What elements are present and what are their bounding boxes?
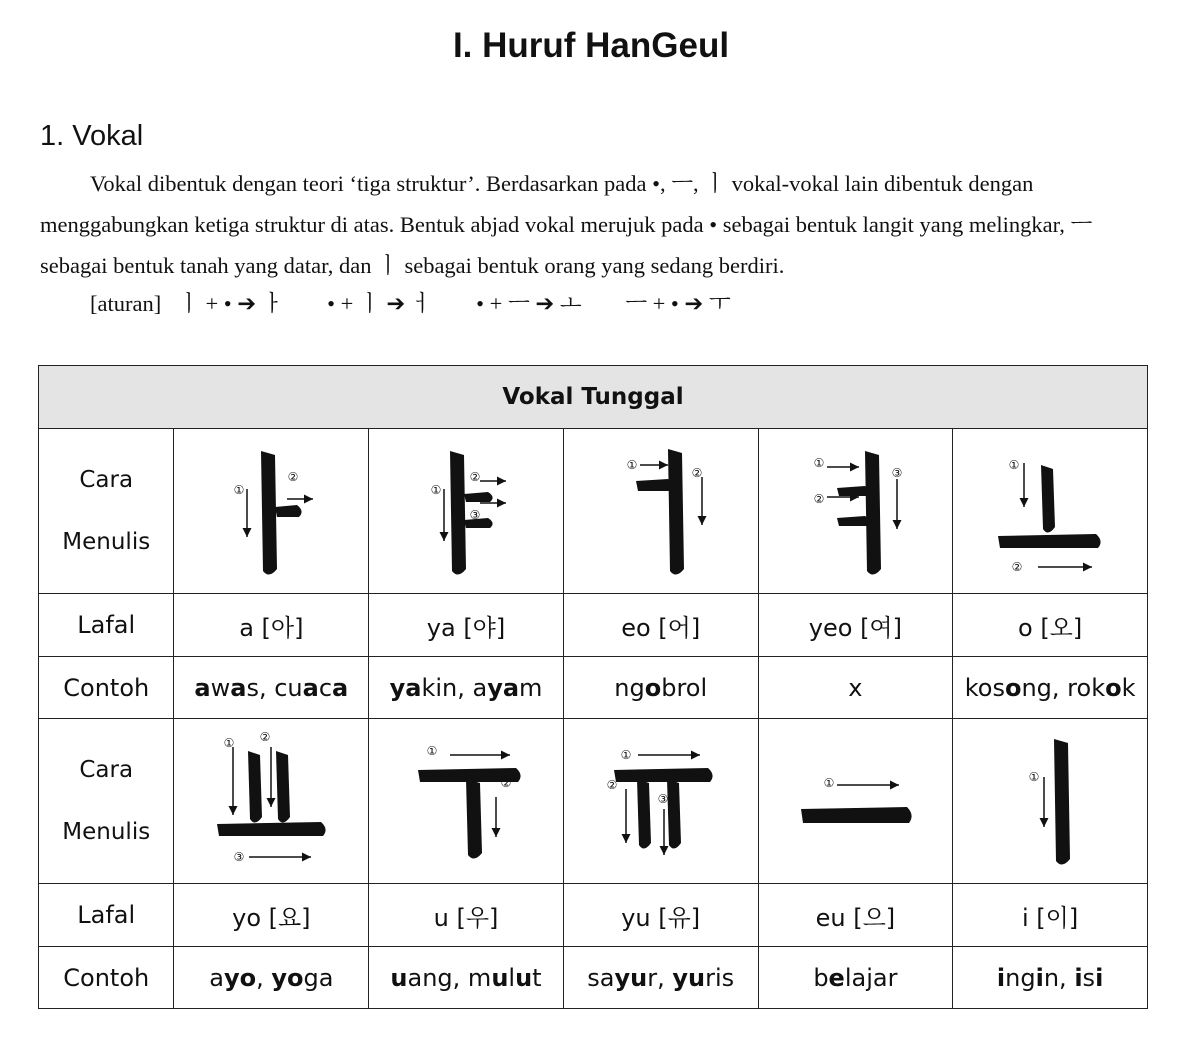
stroke-diagram-yu — [563, 719, 758, 884]
stroke-diagram-eu — [758, 719, 953, 884]
stroke-number: ② — [500, 776, 511, 790]
intro-text: Vokal dibentuk dengan teori ‘tiga struktur’. Berdasarkan pada •, ㅡ, ㅣ vokal-vokal lain dibentuk dengan menggabungkan ketiga struktur di atas. Bentuk abjad vokal merujuk pada • sebagai bentuk langit yang melingkar, ㅡ sebagai bentuk tanah yang datar, dan ㅣ sebagai bentuk orang yang sedang berdiri. — [40, 171, 1093, 278]
example-segment: yu — [614, 963, 648, 992]
example-segment: ris — [705, 963, 735, 992]
rule-label: [aturan] — [90, 291, 162, 316]
brush-stroke — [276, 751, 290, 823]
example-segment: ng — [614, 673, 645, 702]
brush-stroke — [636, 479, 673, 491]
rule-item — [476, 286, 581, 322]
example-segment: n, — [1043, 963, 1075, 992]
stroke-number: ② — [813, 492, 825, 506]
lafal-cell: i [이] — [953, 884, 1148, 947]
arrow-icon: ➔ — [386, 291, 406, 317]
stroke-number: ③ — [657, 792, 669, 806]
stroke-number: ② — [691, 466, 703, 480]
example-segment: s — [1082, 963, 1096, 992]
label-cara: Cara — [79, 757, 134, 783]
lafal-cell: eo [어] — [563, 594, 758, 657]
example-segment: s, cu — [246, 673, 303, 702]
arrow-icon: ➔ — [535, 291, 555, 317]
rule-rhs: ㅗ — [559, 291, 582, 316]
label-menulis: Menulis — [62, 819, 151, 845]
label-menulis: Menulis — [62, 529, 151, 555]
example-segment: a — [230, 673, 247, 702]
stroke-number: ③ — [469, 508, 480, 522]
example-segment: c — [318, 673, 333, 702]
example-row — [39, 947, 1148, 1009]
brush-stroke — [261, 451, 277, 575]
rule-lhs: ㅡ + • — [625, 291, 679, 316]
example-cell — [758, 657, 953, 719]
row-label-cara — [39, 429, 174, 594]
stroke-diagram-i — [953, 719, 1148, 884]
brush-stroke — [668, 449, 684, 575]
lafal-cell: eu [으] — [758, 884, 953, 947]
stroke-diagram-u — [369, 719, 564, 884]
example-segment: brol — [661, 673, 708, 702]
rule-rhs: ㅓ — [410, 291, 433, 316]
example-row — [39, 657, 1148, 719]
lafal-cell: yu [유] — [563, 884, 758, 947]
section-heading: 1. Vokal — [40, 120, 144, 152]
stroke-number: ① — [1008, 458, 1019, 472]
vowel-table — [38, 365, 1148, 1009]
stroke-number: ② — [287, 470, 299, 484]
stroke-number: ① — [620, 748, 632, 762]
example-segment: i — [1035, 963, 1044, 992]
example-segment: ng, rok — [1021, 673, 1106, 702]
stroke-number: ① — [426, 744, 437, 758]
example-segment: yo — [223, 963, 257, 992]
table-heading: Vokal Tunggal — [39, 366, 1148, 429]
example-segment: o — [1105, 673, 1122, 702]
example-segment: ng — [1005, 963, 1036, 992]
row-label-contoh: Contoh — [39, 657, 174, 719]
example-segment: x — [848, 673, 863, 702]
stroke-diagram-eo — [563, 429, 758, 594]
example-segment: k — [1121, 673, 1136, 702]
arrow-icon: ➔ — [684, 291, 704, 317]
stroke-number: ② — [469, 470, 480, 484]
lafal-cell: o [오] — [953, 594, 1148, 657]
stroke-number: ② — [1011, 560, 1022, 574]
stroke-order-row — [39, 429, 1148, 594]
example-segment: w — [210, 673, 231, 702]
stroke-diagram-yo — [174, 719, 369, 884]
stroke-number: ① — [1028, 770, 1039, 784]
page-title: I. Huruf HanGeul — [452, 26, 730, 65]
example-segment: r, — [647, 963, 673, 992]
example-segment: i — [996, 963, 1006, 992]
example-cell — [174, 657, 369, 719]
stroke-diagram-ya — [369, 429, 564, 594]
example-segment: o — [644, 673, 662, 702]
lafal-cell: u [우] — [369, 884, 564, 947]
example-segment: kin, a — [421, 673, 488, 702]
brush-stroke — [667, 779, 681, 849]
rule-rhs: ㅏ — [261, 291, 284, 316]
stroke-number: ① — [430, 483, 441, 497]
row-label-cara — [39, 719, 174, 884]
example-segment: o — [1004, 673, 1022, 702]
brush-stroke — [614, 768, 713, 782]
example-cell — [758, 947, 953, 1009]
stroke-diagram-a — [174, 429, 369, 594]
example-segment: i — [1074, 963, 1083, 992]
arrow-icon: ➔ — [237, 291, 257, 317]
stroke-diagram-o — [953, 429, 1148, 594]
example-cell — [953, 947, 1148, 1009]
brush-stroke — [837, 486, 870, 496]
rule-item — [625, 286, 730, 322]
example-segment: ang, m — [407, 963, 492, 992]
example-segment: ya — [487, 673, 520, 702]
example-segment: u — [515, 963, 533, 992]
example-segment: l — [508, 963, 516, 992]
stroke-number: ② — [259, 730, 271, 744]
brush-stroke — [865, 451, 881, 575]
example-cell — [369, 657, 564, 719]
example-segment: u — [390, 963, 408, 992]
rule-item — [178, 286, 283, 322]
intro-paragraph — [40, 163, 1140, 286]
example-segment: yo — [271, 963, 304, 992]
example-segment: lajar — [844, 963, 898, 992]
example-segment: a — [332, 673, 349, 702]
stroke-number: ① — [626, 458, 638, 472]
example-cell — [563, 947, 758, 1009]
example-segment: t — [532, 963, 542, 992]
example-segment: kos — [964, 673, 1005, 702]
brush-stroke — [1054, 739, 1070, 865]
example-segment: m — [519, 673, 543, 702]
row-label-lafal: Lafal — [39, 884, 174, 947]
example-segment: a — [194, 673, 211, 702]
brush-stroke — [275, 505, 302, 517]
row-label-contoh: Contoh — [39, 947, 174, 1009]
example-segment: ga — [303, 963, 334, 992]
example-cell — [174, 947, 369, 1009]
rule-lhs: ㅣ + • — [178, 291, 232, 316]
example-segment: b — [813, 963, 829, 992]
brush-stroke — [450, 451, 466, 575]
stroke-number: ① — [823, 776, 835, 790]
row-label-lafal: Lafal — [39, 594, 174, 657]
brush-stroke — [466, 779, 482, 859]
example-segment: a — [209, 963, 224, 992]
example-cell — [953, 657, 1148, 719]
brush-stroke — [248, 751, 262, 823]
pronunciation-row — [39, 594, 1148, 657]
brush-stroke — [801, 807, 912, 823]
stroke-diagram-yeo — [758, 429, 953, 594]
example-segment: i — [1095, 963, 1104, 992]
brush-stroke — [1041, 465, 1055, 533]
label-cara: Cara — [79, 467, 134, 493]
example-segment: sa — [587, 963, 615, 992]
rule-item — [327, 286, 432, 322]
rule-rhs: ㅜ — [708, 291, 731, 316]
lafal-cell: ya [야] — [369, 594, 564, 657]
brush-stroke — [998, 534, 1101, 548]
lafal-cell: yeo [여] — [758, 594, 953, 657]
lafal-cell: a [아] — [174, 594, 369, 657]
stroke-order-row — [39, 719, 1148, 884]
rule-lhs: • + ㅣ — [327, 291, 381, 316]
stroke-number: ① — [813, 456, 825, 470]
brush-stroke — [464, 492, 493, 502]
pronunciation-row — [39, 884, 1148, 947]
rule-line — [90, 286, 769, 322]
example-cell — [369, 947, 564, 1009]
example-cell — [563, 657, 758, 719]
rule-lhs: • + ㅡ — [476, 291, 530, 316]
brush-stroke — [637, 779, 651, 849]
lafal-cell: yo [요] — [174, 884, 369, 947]
brush-stroke — [217, 822, 326, 836]
example-segment: yu — [672, 963, 706, 992]
example-segment: a — [302, 673, 319, 702]
example-segment: u — [491, 963, 509, 992]
example-segment: ya — [389, 673, 422, 702]
stroke-number: ③ — [233, 850, 245, 864]
stroke-number: ③ — [891, 466, 903, 480]
stroke-number: ① — [233, 483, 245, 497]
example-segment: e — [828, 963, 845, 992]
stroke-number: ① — [223, 736, 235, 750]
stroke-number: ② — [606, 778, 618, 792]
example-segment: , — [256, 963, 272, 992]
brush-stroke — [837, 516, 870, 526]
